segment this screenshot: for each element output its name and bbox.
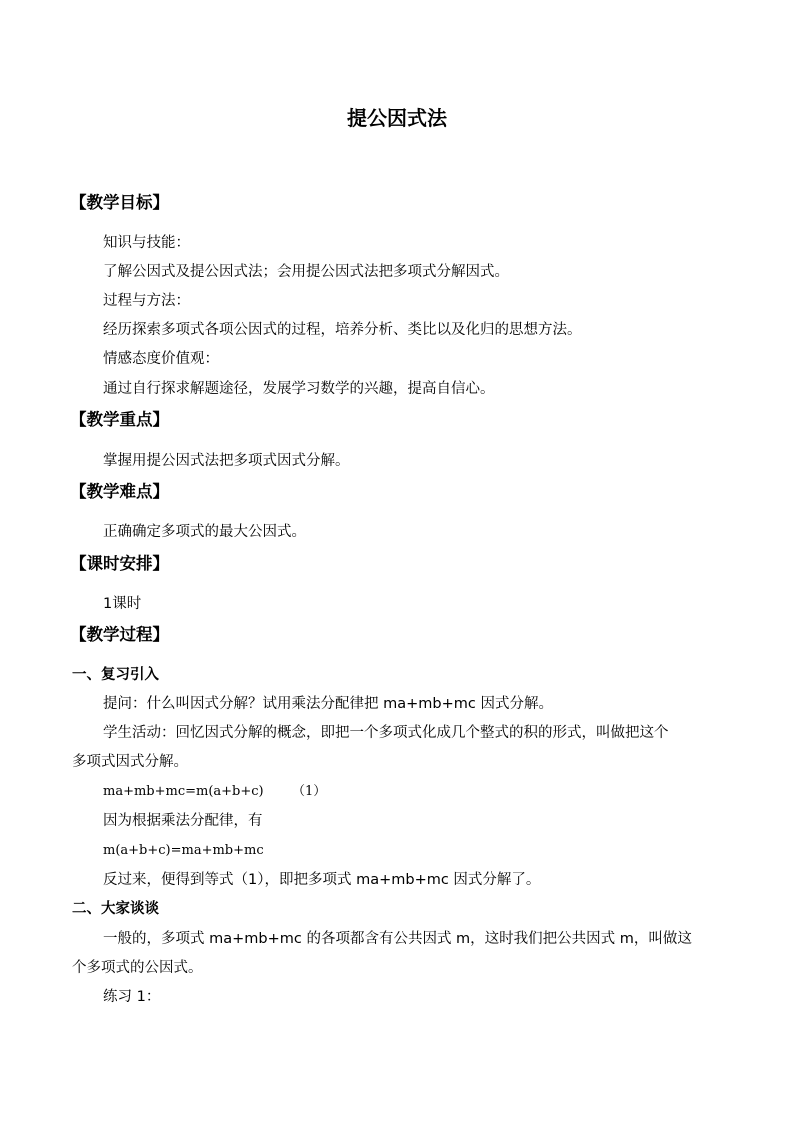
schedule-line: 1课时: [103, 596, 142, 612]
part1-question: 提问：什么叫因式分解？试用乘法分配律把 ma+mb+mc 因式分解。: [103, 696, 553, 712]
goals-line-3: 过程与方法：: [103, 293, 190, 309]
goals-line-1: 知识与技能：: [103, 235, 190, 251]
part2-line-2: 个多项式的公因式。: [72, 960, 203, 976]
focus-heading: 【教学重点】: [70, 410, 169, 429]
formula-1-label: （1）: [292, 784, 327, 799]
difficulty-line: 正确确定多项式的最大公因式。: [103, 524, 306, 540]
difficulty-heading: 【教学难点】: [70, 482, 169, 501]
part1-activity-line-2: 多项式因式分解。: [72, 754, 188, 770]
goals-heading: 【教学目标】: [70, 193, 169, 212]
goals-line-6: 通过自行探求解题途径，发展学习数学的兴趣，提高自信心。: [103, 381, 495, 397]
schedule-heading: 【课时安排】: [70, 554, 169, 573]
part1-heading: 一、复习引入: [72, 667, 159, 683]
process-heading: 【教学过程】: [70, 625, 169, 644]
part1-because: 因为根据乘法分配律，有: [103, 813, 263, 829]
focus-line: 掌握用提公因式法把多项式因式分解。: [103, 453, 350, 469]
part2-heading: 二、大家谈谈: [72, 901, 159, 917]
formula-1: ma+mb+mc=m(a+b+c): [103, 784, 264, 799]
part1-conversely: 反过来，便得到等式（1），即把多项式 ma+mb+mc 因式分解了。: [103, 872, 541, 888]
formula-2: m(a+b+c)=ma+mb+mc: [103, 843, 264, 858]
goals-line-4: 经历探索多项式各项公因式的过程，培养分析、类比以及化归的思想方法。: [103, 322, 582, 338]
document-title: 提公因式法: [347, 106, 447, 130]
goals-line-5: 情感态度价值观：: [103, 351, 219, 367]
goals-line-2: 了解公因式及提公因式法；会用提公因式法把多项式分解因式。: [103, 264, 509, 280]
part2-line-1: 一般的，多项式 ma+mb+mc 的各项都含有公共因式 m，这时我们把公共因式 m，叫做这: [103, 931, 692, 947]
part1-activity-line-1: 学生活动：回忆因式分解的概念，即把一个多项式化成几个整式的积的形式，叫做把这个: [103, 725, 669, 741]
part2-exercise: 练习 1：: [103, 989, 161, 1005]
